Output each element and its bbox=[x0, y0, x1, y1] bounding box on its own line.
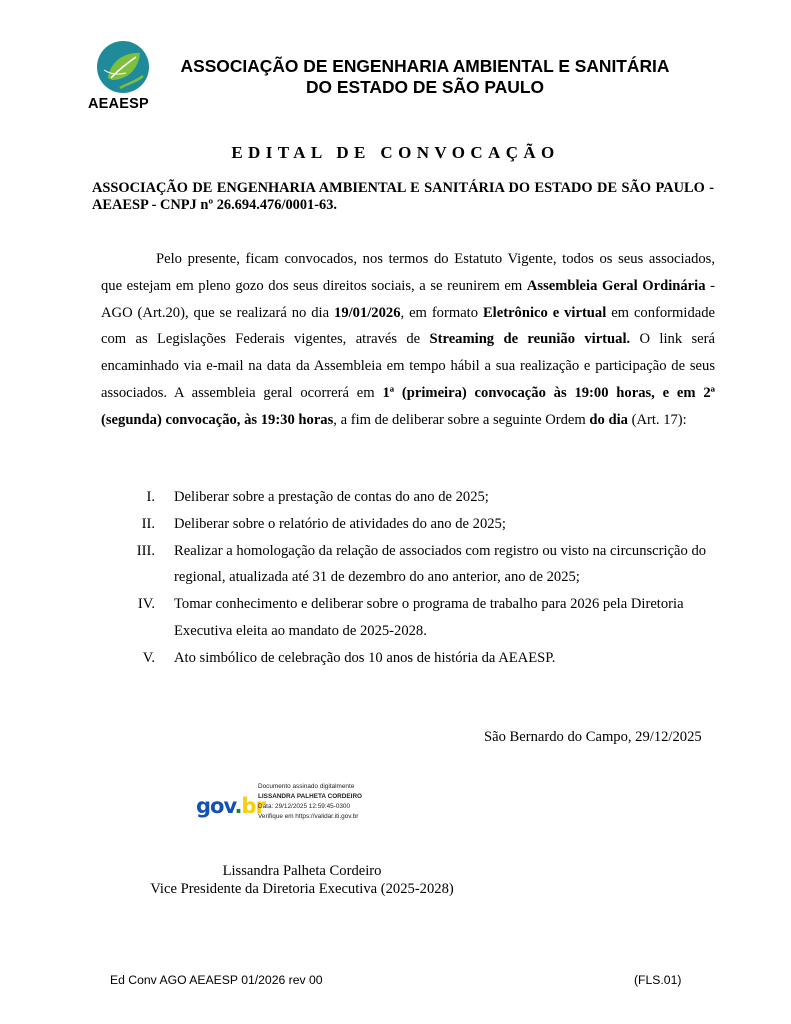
paragraph-bold: 1ª (primeira) convocação às 19:00 horas, e em 2ª (segunda) convocação, às 19:30 horas bbox=[101, 384, 716, 428]
paragraph-text: Pelo presente, ficam convocados, nos termos do Estatuto Vigente, todos os seus associados, que estejam em pleno gozo dos seus direitos sociais, a se reunirem em bbox=[101, 251, 715, 294]
paragraph-text: O link será encaminhado via e-mail na data da Assembleia em tempo hábil a sua realização e participação de seus associados. A assembleia geral ocorrerá em bbox=[101, 331, 715, 401]
agenda-text: Deliberar sobre o relatório de atividades do ano de 2025; bbox=[174, 515, 506, 532]
agenda-number: IV. bbox=[137, 596, 155, 613]
signer-role: Vice Presidente da Diretoria Executiva (2025-2028) bbox=[150, 881, 454, 897]
paragraph-bold: Eletrônico e virtual bbox=[482, 304, 607, 321]
signer-name: Lissandra Palheta Cordeiro bbox=[222, 863, 382, 879]
agenda-list bbox=[101, 484, 715, 672]
footer-page-number: (FLS.01) bbox=[634, 973, 682, 987]
paragraph-bold: Streaming de reunião virtual. bbox=[429, 331, 631, 348]
agenda-item bbox=[101, 645, 715, 672]
agenda-text: Realizar a homologação da relação de associados com registro ou visto na circunscrição do regional, atualizada até 31 de dezembro do ano anterior, ano de 2025; bbox=[174, 542, 707, 586]
agenda-number: V. bbox=[142, 649, 155, 666]
place-date: São Bernardo do Campo, 29/12/2025 bbox=[484, 729, 702, 745]
agenda-item bbox=[101, 484, 715, 511]
footer-doc-id: Ed Conv AGO AEAESP 01/2026 rev 00 bbox=[110, 973, 323, 987]
govbr-logo bbox=[196, 794, 265, 818]
digital-signature-stamp bbox=[196, 782, 396, 830]
paragraph-bold: 19/01/2026 bbox=[334, 304, 401, 321]
header-line-2: DO ESTADO DE SÃO PAULO bbox=[305, 77, 544, 97]
agenda-number: II. bbox=[141, 515, 155, 532]
paragraph-text: , a fim de deliberar sobre a seguinte Ordem bbox=[333, 411, 590, 428]
signature-verify: Verifique em https://validar.iti.gov.br bbox=[258, 813, 359, 820]
agenda-item bbox=[101, 591, 715, 645]
signer-block bbox=[140, 862, 464, 898]
signature-signer-name: LISSANDRA PALHETA CORDEIRO bbox=[258, 793, 363, 800]
paragraph-text: em conformidade com as Legislações Federais vigentes, através de bbox=[101, 304, 715, 348]
paragraph-text: (Art. 17): bbox=[627, 411, 687, 428]
govbr-logo-br: br bbox=[241, 794, 265, 818]
agenda-item bbox=[101, 538, 715, 592]
header-line-1: ASSOCIAÇÃO DE ENGENHARIA AMBIENTAL E SANITÁRIA bbox=[180, 56, 670, 76]
govbr-logo-gov: gov bbox=[196, 794, 235, 818]
agenda-number: III. bbox=[136, 542, 155, 559]
signature-date: Data: 29/12/2025 12:59:45-0300 bbox=[258, 803, 351, 810]
paragraph-bold: Assembleia Geral Ordinária bbox=[526, 277, 706, 294]
paragraph-text: - AGO (Art.20), que se realizará no dia bbox=[101, 277, 715, 321]
agenda-number: I. bbox=[146, 489, 155, 505]
signature-details bbox=[258, 782, 362, 822]
paragraph-text: , em formato bbox=[400, 304, 483, 321]
body-paragraph bbox=[101, 246, 715, 434]
paragraph-bold: do dia bbox=[589, 411, 628, 428]
page-title: EDITAL DE CONVOCAÇÃO bbox=[231, 143, 560, 162]
signature-line-1: Documento assinado digitalmente bbox=[258, 783, 355, 790]
page-header bbox=[160, 56, 690, 98]
agenda-text: Ato simbólico de celebração dos 10 anos de história da AEAESP. bbox=[174, 649, 556, 666]
leaf-globe-icon bbox=[96, 40, 150, 94]
association-line: ASSOCIAÇÃO DE ENGENHARIA AMBIENTAL E SANITÁRIA DO ESTADO DE SÃO PAULO - AEAESP - CNPJ nº 26.694.476/0001-63. bbox=[92, 180, 714, 213]
agenda-text: Tomar conhecimento e deliberar sobre o programa de trabalho para 2026 pela Diretoria Executiva eleita ao mandato de 2025-2028. bbox=[174, 596, 684, 639]
agenda-item bbox=[101, 511, 715, 538]
logo-text: AEAESP bbox=[88, 96, 149, 112]
agenda-text: Deliberar sobre a prestação de contas do ano de 2025; bbox=[174, 489, 489, 505]
govbr-logo-dot: . bbox=[234, 794, 242, 818]
